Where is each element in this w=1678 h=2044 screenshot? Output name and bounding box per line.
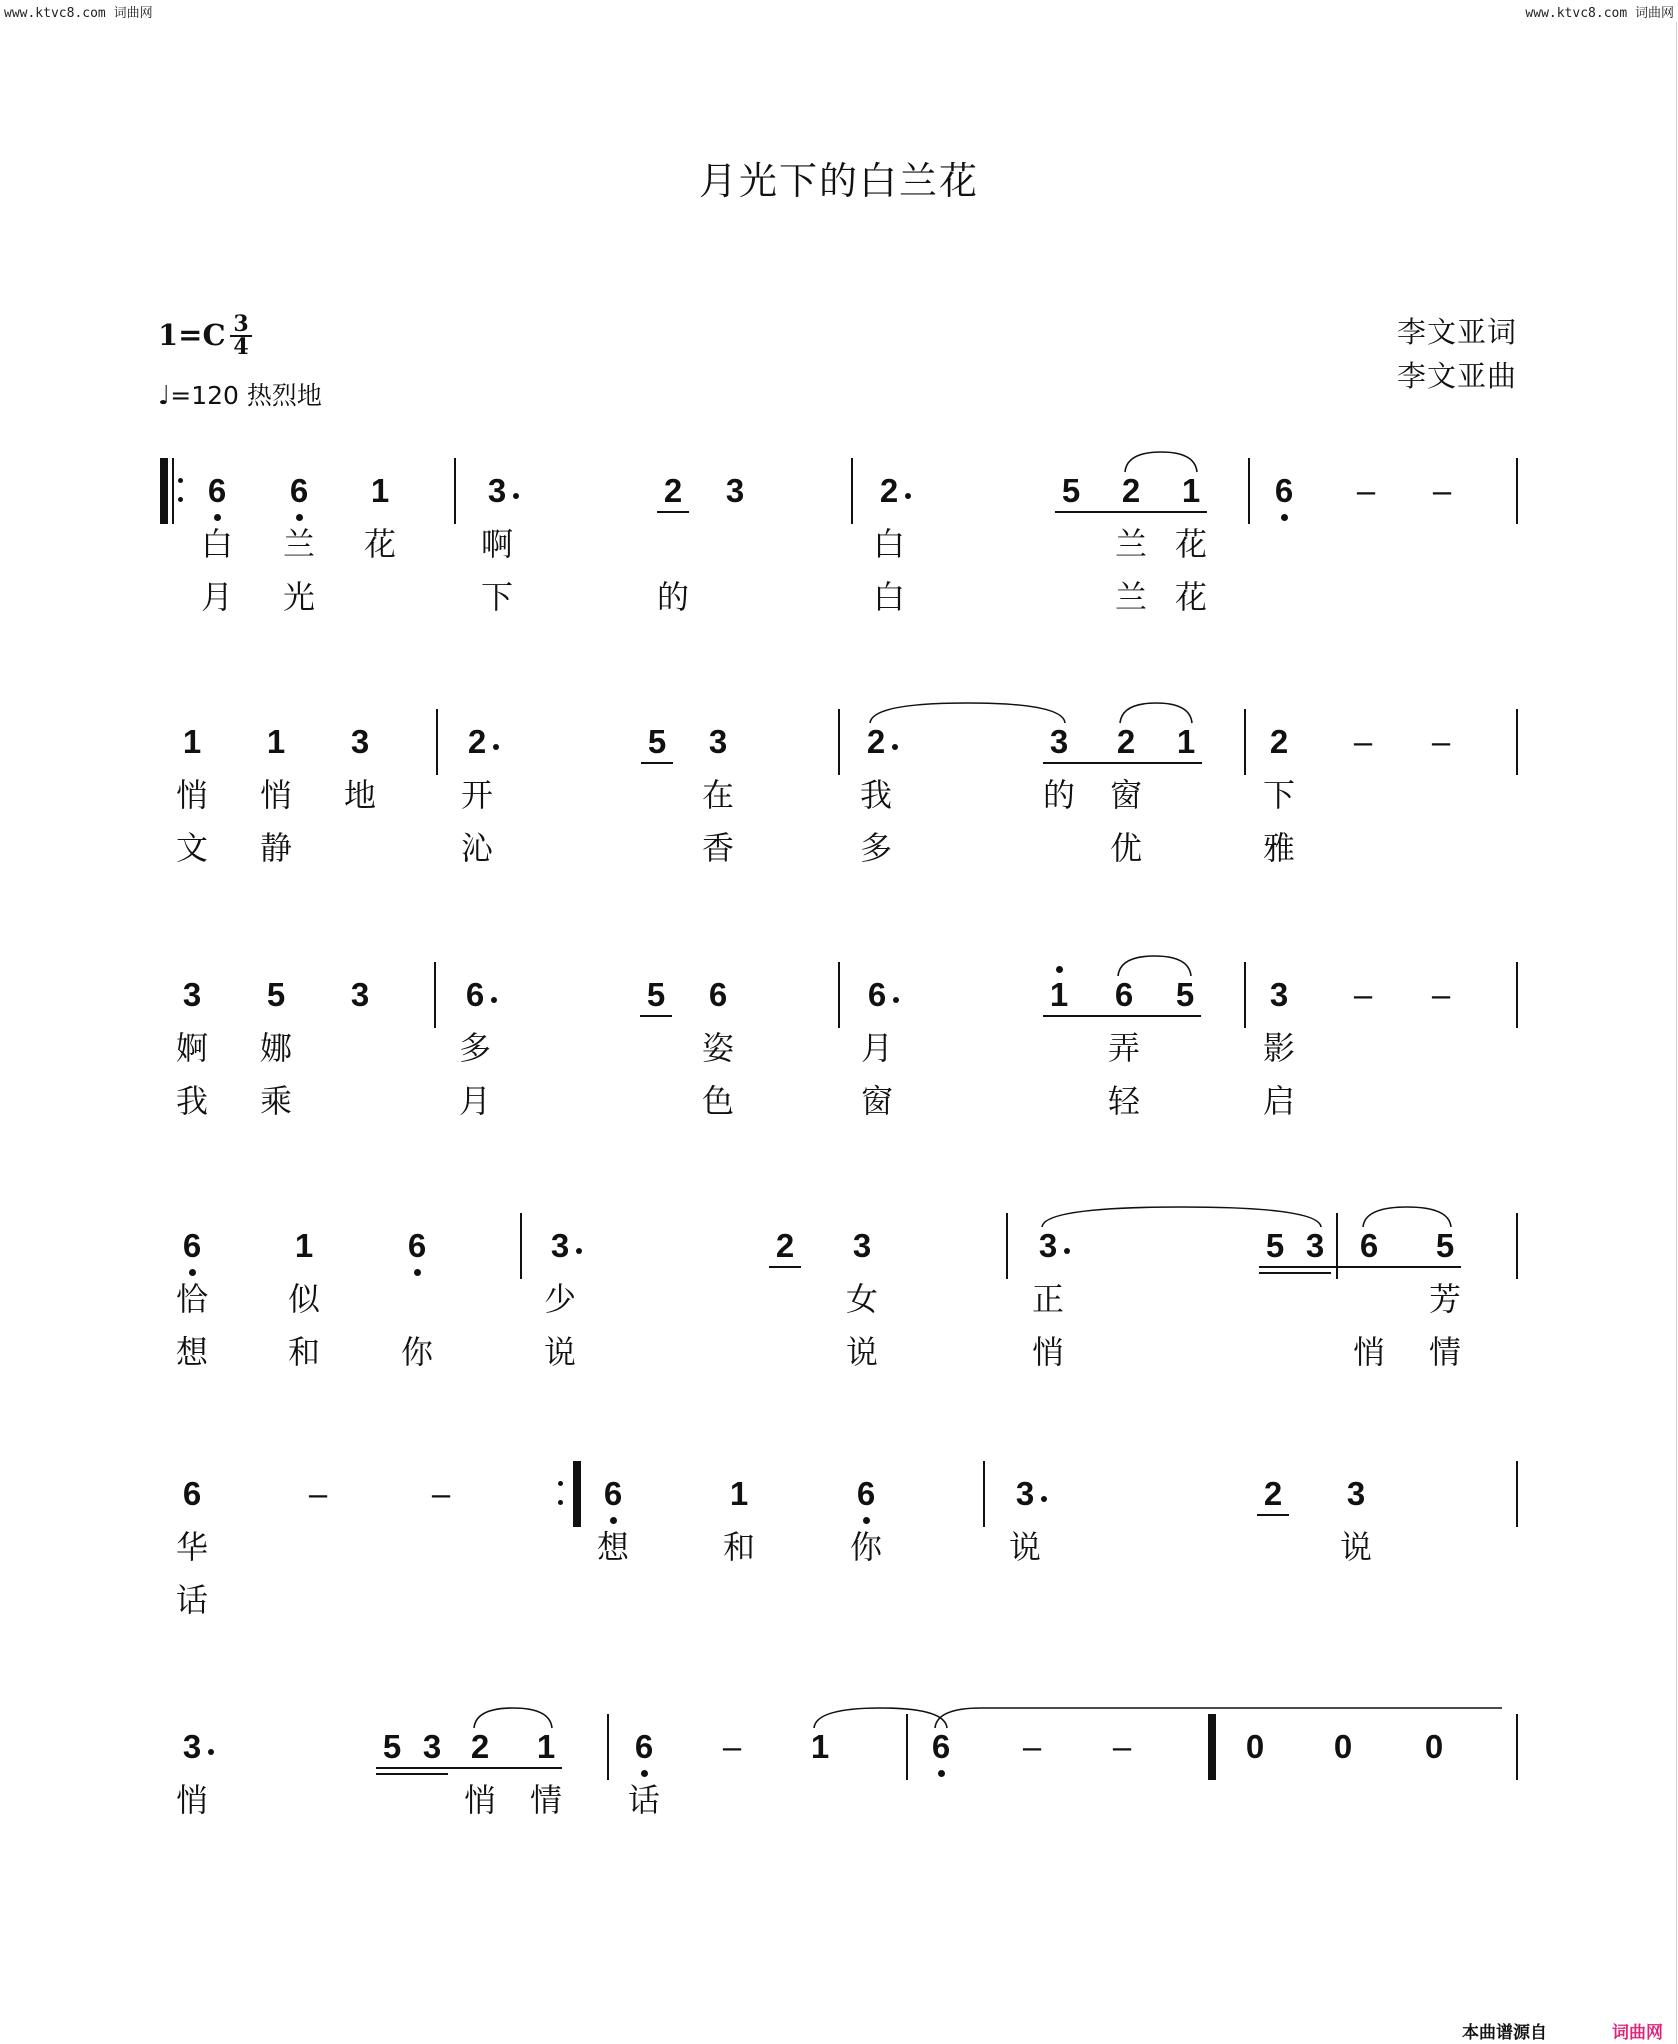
- lyric-verse1: 华: [175, 1528, 209, 1566]
- jianpu-note: 5: [266, 976, 286, 1013]
- dash-note: –: [1353, 976, 1373, 1013]
- jianpu-note: 5: [1175, 976, 1195, 1013]
- lyric-verse2: 你: [400, 1333, 434, 1371]
- lyric-verse1: 娜: [259, 1029, 293, 1067]
- lyric-verse2: 说: [543, 1333, 577, 1371]
- lyric-verse2: 沁: [460, 829, 494, 867]
- dash-note: –: [1112, 1728, 1132, 1765]
- lyric-verse2: 月: [200, 578, 234, 616]
- lyric-verse2: 情: [1428, 1333, 1462, 1371]
- lyric-verse2: 白: [872, 578, 906, 616]
- lyric-verse2: 光: [282, 578, 316, 616]
- jianpu-note: 5: [1435, 1227, 1455, 1264]
- jianpu-note: 2: [470, 1728, 490, 1765]
- lyric-verse1: 多: [458, 1029, 492, 1067]
- dash-note: –: [431, 1475, 451, 1512]
- composer-credit: 李文亚曲: [1396, 359, 1517, 393]
- dash-note: –: [308, 1475, 328, 1512]
- lyric-verse1: 啊: [480, 525, 514, 563]
- jianpu-note: 3: [487, 472, 507, 509]
- lyric-verse1: 说: [1008, 1528, 1042, 1566]
- lyric-verse1: 女: [845, 1280, 879, 1318]
- lyric-verse1: 兰: [282, 525, 316, 563]
- jianpu-note: 3: [725, 472, 745, 509]
- key-label: 1=C: [158, 318, 226, 352]
- jianpu-note: 0: [1333, 1728, 1353, 1765]
- jianpu-note: 3: [708, 723, 728, 760]
- lyric-verse2: 和: [287, 1333, 321, 1371]
- lyric-verse2: 下: [480, 578, 514, 616]
- lyric-verse2: 的: [656, 578, 690, 616]
- jianpu-note: 2: [467, 723, 487, 760]
- jianpu-note: 6: [407, 1227, 427, 1264]
- lyric-verse2: 话: [175, 1581, 209, 1619]
- lyric-verse1: 婀: [175, 1029, 209, 1067]
- lyric-verse1: 悄: [259, 776, 293, 814]
- jianpu-note: 3: [1038, 1227, 1058, 1264]
- jianpu-note: 1: [729, 1475, 749, 1512]
- site-header-right: www.ktvc8.com 词曲网: [1525, 6, 1674, 21]
- lyric-verse1: 在: [701, 776, 735, 814]
- jianpu-note: 0: [1424, 1728, 1444, 1765]
- lyric-verse2: 月: [458, 1082, 492, 1120]
- lyric-verse2: 窗: [860, 1082, 894, 1120]
- lyric-verse1: 悄: [175, 776, 209, 814]
- lyric-verse2: 想: [175, 1333, 209, 1371]
- tempo-text: =120 热烈地: [170, 381, 322, 410]
- lyric-verse2: 花: [1174, 578, 1208, 616]
- footer-brand: 词曲网: [1612, 2023, 1663, 2043]
- jianpu-note: 5: [1265, 1227, 1285, 1264]
- lyric-verse2: 说: [845, 1333, 879, 1371]
- jianpu-note: 6: [465, 976, 485, 1013]
- site-header-left: www.ktvc8.com 词曲网: [4, 6, 153, 21]
- lyric-verse2: 香: [701, 829, 735, 867]
- jianpu-note: 6: [207, 472, 227, 509]
- jianpu-note: 6: [603, 1475, 623, 1512]
- lyric-verse2: 悄: [1031, 1333, 1065, 1371]
- lyric-verse2: 启: [1262, 1082, 1296, 1120]
- jianpu-note: 1: [370, 472, 390, 509]
- jianpu-note: 3: [852, 1227, 872, 1264]
- lyric-verse2: 轻: [1107, 1082, 1141, 1120]
- dash-note: –: [1353, 723, 1373, 760]
- jianpu-note: 6: [708, 976, 728, 1013]
- jianpu-note: 6: [1274, 472, 1294, 509]
- lyric-verse2: 色: [701, 1082, 735, 1120]
- lyric-verse2: 文: [175, 829, 209, 867]
- dash-note: –: [1431, 976, 1451, 1013]
- jianpu-note: 6: [1114, 976, 1134, 1013]
- dash-note: –: [1432, 472, 1452, 509]
- jianpu-note: 3: [1305, 1227, 1325, 1264]
- lyric-verse1: 弄: [1107, 1029, 1141, 1067]
- lyric-verse2: 兰: [1114, 578, 1148, 616]
- jianpu-note: 3: [182, 976, 202, 1013]
- footer-source: 本曲谱源自: [1462, 2023, 1547, 2043]
- quarter-note-icon: ♩: [158, 381, 171, 411]
- jianpu-note: 3: [350, 723, 370, 760]
- lyric-verse1: 影: [1262, 1029, 1296, 1067]
- jianpu-note: 6: [931, 1728, 951, 1765]
- song-title: 月光下的白兰花: [698, 159, 979, 203]
- dash-note: –: [722, 1728, 742, 1765]
- jianpu-note: 0: [1245, 1728, 1265, 1765]
- lyric-verse1: 地: [343, 776, 377, 814]
- lyric-verse2: 静: [259, 829, 293, 867]
- lyric-verse1: 悄: [463, 1781, 497, 1819]
- jianpu-note: 1: [1181, 472, 1201, 509]
- jianpu-note: 1: [266, 723, 286, 760]
- jianpu-note: 3: [1015, 1475, 1035, 1512]
- time-bottom: 4: [233, 334, 249, 360]
- lyric-verse1: 花: [1174, 525, 1208, 563]
- jianpu-note: 2: [1269, 723, 1289, 760]
- lyric-verse2: 多: [859, 829, 893, 867]
- jianpu-note: 5: [647, 723, 667, 760]
- dash-note: –: [1431, 723, 1451, 760]
- jianpu-note: 1: [1049, 976, 1069, 1013]
- lyric-verse2: 雅: [1262, 829, 1296, 867]
- lyricist-credit: 李文亚词: [1396, 315, 1517, 349]
- jianpu-note: 5: [382, 1728, 402, 1765]
- lyric-verse1: 悄: [175, 1781, 209, 1819]
- lyric-verse1: 恰: [175, 1280, 209, 1318]
- lyric-verse1: 正: [1031, 1280, 1065, 1318]
- jianpu-note: 2: [866, 723, 886, 760]
- jianpu-note: 3: [182, 1728, 202, 1765]
- lyric-verse2: 优: [1109, 829, 1143, 867]
- jianpu-note: 6: [856, 1475, 876, 1512]
- jianpu-note: 1: [536, 1728, 556, 1765]
- jianpu-note: 2: [1121, 472, 1141, 509]
- lyric-verse1: 窗: [1109, 776, 1143, 814]
- jianpu-note: 2: [1263, 1475, 1283, 1512]
- jianpu-note: 5: [646, 976, 666, 1013]
- lyric-verse1: 话: [627, 1781, 661, 1819]
- lyric-verse1: 说: [1339, 1528, 1373, 1566]
- lyric-verse1: 花: [363, 525, 397, 563]
- jianpu-note: 3: [350, 976, 370, 1013]
- jianpu-note: 1: [294, 1227, 314, 1264]
- lyric-verse1: 似: [287, 1280, 321, 1318]
- lyric-verse1: 白: [200, 525, 234, 563]
- lyric-verse1: 想: [596, 1528, 630, 1566]
- lyric-verse1: 白: [872, 525, 906, 563]
- jianpu-note: 5: [1061, 472, 1081, 509]
- jianpu-note: 3: [1346, 1475, 1366, 1512]
- jianpu-note: 6: [289, 472, 309, 509]
- lyric-verse1: 我: [859, 776, 893, 814]
- jianpu-note: 3: [550, 1227, 570, 1264]
- jianpu-note: 6: [867, 976, 887, 1013]
- jianpu-note: 2: [663, 472, 683, 509]
- jianpu-note: 2: [775, 1227, 795, 1264]
- jianpu-note: 3: [1049, 723, 1069, 760]
- lyric-verse2: 我: [175, 1082, 209, 1120]
- jianpu-note: 1: [1176, 723, 1196, 760]
- jianpu-note: 6: [182, 1475, 202, 1512]
- lyric-verse2: 悄: [1352, 1333, 1386, 1371]
- jianpu-note: 6: [182, 1227, 202, 1264]
- jianpu-note: 1: [182, 723, 202, 760]
- jianpu-note: 2: [1116, 723, 1136, 760]
- jianpu-note: 1: [810, 1728, 830, 1765]
- lyric-verse1: 情: [529, 1781, 563, 1819]
- dash-note: –: [1356, 472, 1376, 509]
- lyric-verse1: 和: [722, 1528, 756, 1566]
- lyric-verse2: 乘: [259, 1082, 293, 1120]
- dash-note: –: [1022, 1728, 1042, 1765]
- jianpu-note: 6: [634, 1728, 654, 1765]
- lyric-verse1: 芳: [1428, 1280, 1462, 1318]
- lyric-verse1: 月: [860, 1029, 894, 1067]
- lyric-verse1: 少: [543, 1280, 577, 1318]
- jianpu-note: 3: [422, 1728, 442, 1765]
- lyric-verse1: 你: [849, 1528, 883, 1566]
- jianpu-note: 2: [879, 472, 899, 509]
- time-top: 3: [230, 314, 252, 337]
- jianpu-note: 6: [1359, 1227, 1379, 1264]
- lyric-verse1: 下: [1262, 776, 1296, 814]
- lyric-verse1: 的: [1042, 776, 1076, 814]
- jianpu-note: 3: [1269, 976, 1289, 1013]
- lyric-verse1: 兰: [1114, 525, 1148, 563]
- lyric-verse1: 开: [460, 776, 494, 814]
- lyric-verse1: 姿: [701, 1029, 735, 1067]
